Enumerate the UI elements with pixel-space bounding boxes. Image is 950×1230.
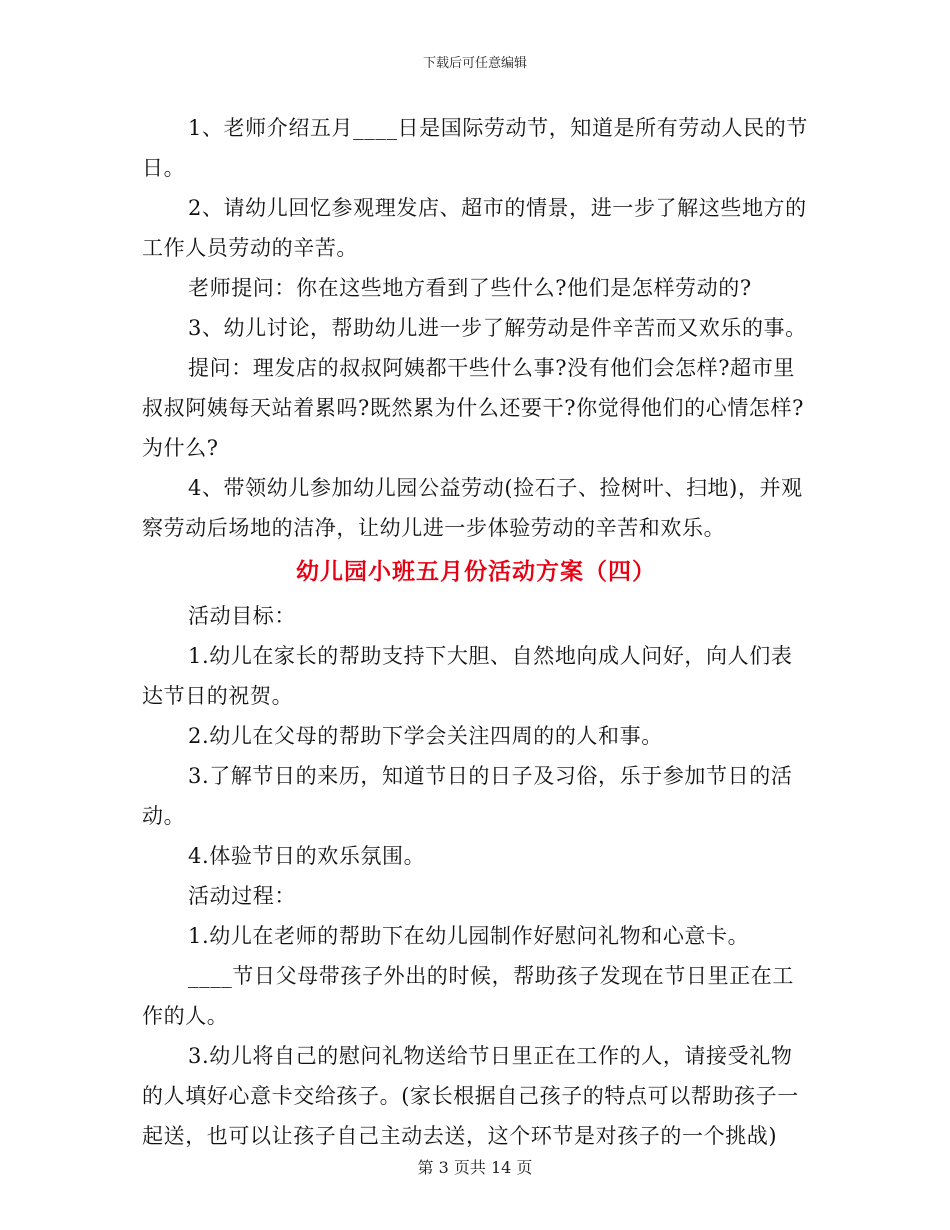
- paragraph-line: 工作人员劳动的辛苦。: [142, 236, 358, 260]
- paragraph-line: 1、老师介绍五月____日是国际劳动节，知道是所有劳动人民的节: [188, 116, 808, 140]
- paragraph-line: 作的人。: [142, 1004, 229, 1028]
- paragraph-line: ____节日父母带孩子外出的时候，帮助孩子发现在节日里正在工: [188, 964, 794, 988]
- paragraph-line: 2.幼儿在父母的帮助下学会关注四周的的人和事。: [188, 724, 663, 748]
- paragraph: [142, 716, 810, 756]
- paragraph-line: 1.幼儿在家长的帮助支持下大胆、自然地向成人问好，向人们表: [188, 644, 793, 668]
- paragraph-line: 为什么?: [142, 436, 219, 460]
- paragraph: [142, 596, 810, 636]
- paragraph: [142, 348, 810, 468]
- paragraph: [142, 268, 810, 308]
- paragraph: [142, 468, 810, 548]
- paragraph: [142, 1036, 810, 1156]
- paragraph-line: 活动过程：: [188, 884, 296, 908]
- page-header: 下载后可任意编辑: [422, 56, 527, 71]
- paragraph: [142, 916, 810, 956]
- paragraph: [142, 876, 810, 916]
- paragraph: [142, 636, 810, 716]
- paragraph-line: 1.幼儿在老师的帮助下在幼儿园制作好慰问礼物和心意卡。: [188, 924, 750, 948]
- paragraph: [142, 188, 810, 268]
- paragraph: [142, 756, 810, 836]
- paragraph-line: 4.体验节日的欢乐氛围。: [188, 844, 426, 868]
- paragraph-line: 起送，也可以让孩子自己主动去送，这个环节是对孩子的一个挑战): [142, 1124, 778, 1148]
- paragraph-line: 3.了解节日的来历，知道节日的日子及习俗，乐于参加节日的活: [188, 764, 793, 788]
- paragraph-line: 提问：理发店的叔叔阿姨都干些什么事?没有他们会怎样?超市里: [188, 356, 795, 380]
- paragraph-line: 达节日的祝贺。: [142, 684, 294, 708]
- paragraph-line: 2、请幼儿回忆参观理发店、超市的情景，进一步了解这些地方的: [188, 196, 807, 220]
- paragraph-line: 3.幼儿将自己的慰问礼物送给节日里正在工作的人，请接受礼物: [188, 1044, 793, 1068]
- paragraph: [142, 836, 810, 876]
- section-title: 幼儿园小班五月份活动方案（四）: [296, 558, 656, 585]
- paragraph: [142, 108, 810, 188]
- paragraph-line: 日。: [142, 156, 186, 180]
- paragraph-line: 动。: [142, 804, 186, 828]
- paragraphs-before: [142, 108, 810, 548]
- paragraph-line: 活动目标：: [188, 604, 296, 628]
- paragraph-line: 3、幼儿讨论，帮助幼儿进一步了解劳动是件辛苦而又欢乐的事。: [188, 316, 807, 340]
- paragraph-line: 叔叔阿姨每天站着累吗?既然累为什么还要干?你觉得他们的心情怎样?: [142, 396, 804, 420]
- document-body: [142, 108, 810, 1156]
- page-footer: 第 3 页共 14 页: [417, 1158, 533, 1177]
- paragraph: [142, 308, 810, 348]
- paragraph-line: 4、带领幼儿参加幼儿园公益劳动(捡石子、捡树叶、扫地)，并观: [188, 476, 803, 500]
- paragraph: [142, 956, 810, 1036]
- paragraphs-after: [142, 596, 810, 1156]
- paragraph-line: 的人填好心意卡交给孩子。(家长根据自己孩子的特点可以帮助孩子一: [142, 1084, 799, 1108]
- paragraph-line: 老师提问：你在这些地方看到了些什么?他们是怎样劳动的?: [188, 276, 752, 300]
- paragraph-line: 察劳动后场地的洁净，让幼儿进一步体验劳动的辛苦和欢乐。: [142, 516, 726, 540]
